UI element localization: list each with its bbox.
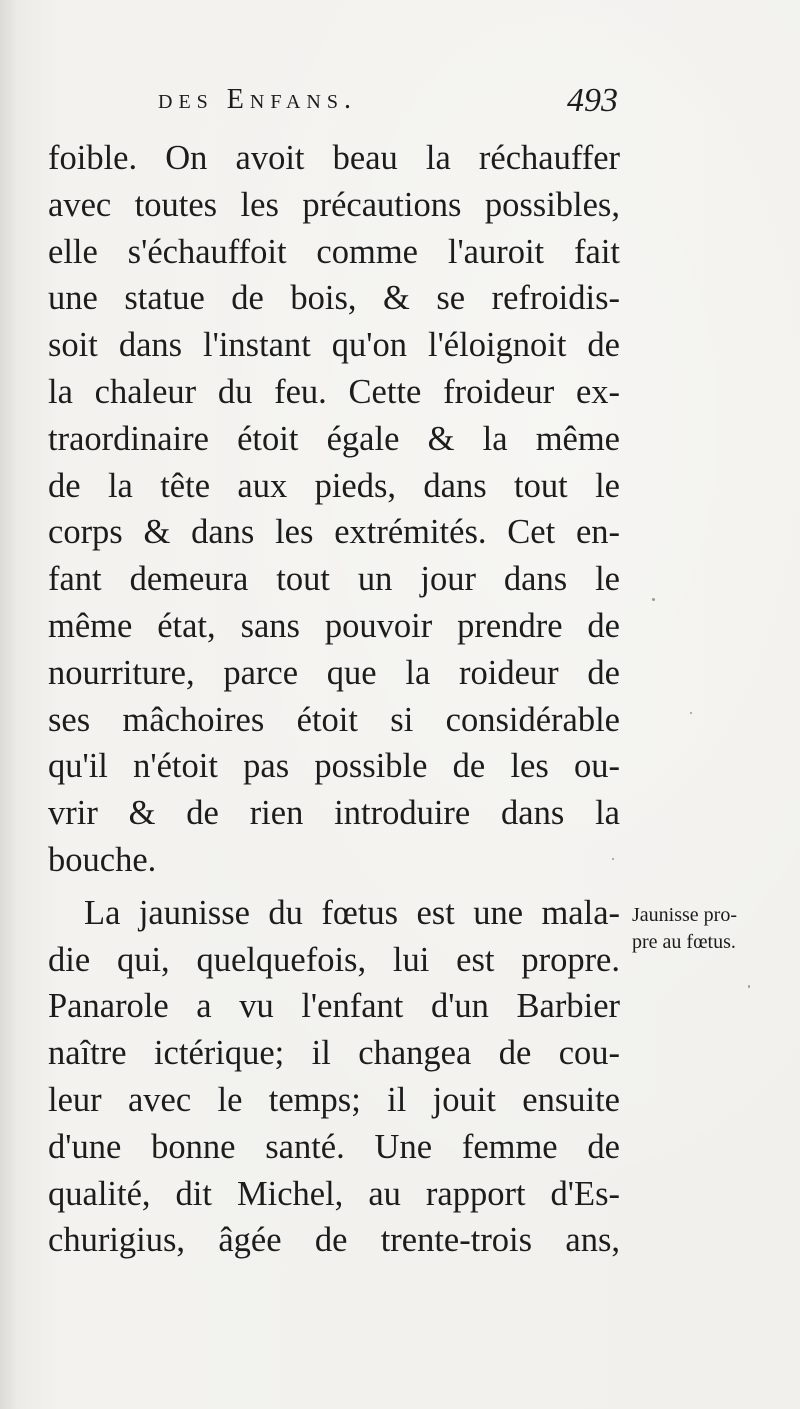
text-line: qualité, dit Michel, au rapport d'Es-	[48, 1174, 620, 1213]
text-line: fant demeura tout un jour dans le	[48, 560, 620, 599]
paper-speck	[748, 985, 750, 988]
text-line: ses mâchoires étoit si considérable	[48, 700, 620, 739]
text-line: bouche.	[48, 840, 157, 879]
paper-speck	[652, 598, 655, 601]
text-line: churigius, âgée de trente-trois ans,	[48, 1221, 620, 1260]
main-text	[48, 135, 620, 1264]
text-line: avec toutes les précautions possibles,	[48, 185, 620, 224]
text-line: soit dans l'instant qu'on l'éloignoit de	[48, 326, 620, 365]
text-line: corps & dans les extrémités. Cet en-	[48, 513, 620, 552]
page-header	[158, 80, 618, 128]
text-line: de la tête aux pieds, dans tout le	[48, 466, 620, 505]
margin-note-line: Jaunisse pro-	[632, 904, 737, 926]
page-number: 493	[567, 82, 618, 119]
paragraph-2	[48, 890, 620, 1264]
running-title: des Enfans.	[158, 84, 357, 115]
text-line: une statue de bois, & se refroidis-	[48, 279, 620, 318]
text-line: vrir & de rien introduire dans la	[48, 794, 620, 833]
margin-note-line: pre au fœtus.	[632, 931, 736, 953]
paper-speck	[690, 712, 692, 714]
text-line: même état, sans pouvoir prendre de	[48, 606, 620, 645]
text-line: naître ictérique; il changea de cou-	[48, 1034, 620, 1073]
text-line: qu'il n'étoit pas possible de les ou-	[48, 747, 620, 786]
text-line: foible. On avoit beau la réchauffer	[48, 139, 620, 177]
text-line: die qui, quelquefois, lui est propre.	[48, 940, 620, 979]
paragraph-1	[48, 135, 620, 884]
text-line: Panarole a vu l'enfant d'un Barbier	[48, 987, 620, 1026]
text-line: leur avec le temps; il jouit ensuite	[48, 1080, 620, 1119]
paper-speck	[612, 858, 614, 860]
text-line: La jaunisse du fœtus est une mala-	[84, 893, 620, 932]
text-line: traordinaire étoit égale & la même	[48, 419, 620, 458]
text-line: d'une bonne santé. Une femme de	[48, 1127, 620, 1166]
margin-note	[632, 902, 792, 956]
text-line: elle s'échauffoit comme l'auroit fait	[48, 232, 620, 271]
text-line: nourriture, parce que la roideur de	[48, 653, 620, 692]
text-line: la chaleur du feu. Cette froideur ex-	[48, 372, 620, 411]
